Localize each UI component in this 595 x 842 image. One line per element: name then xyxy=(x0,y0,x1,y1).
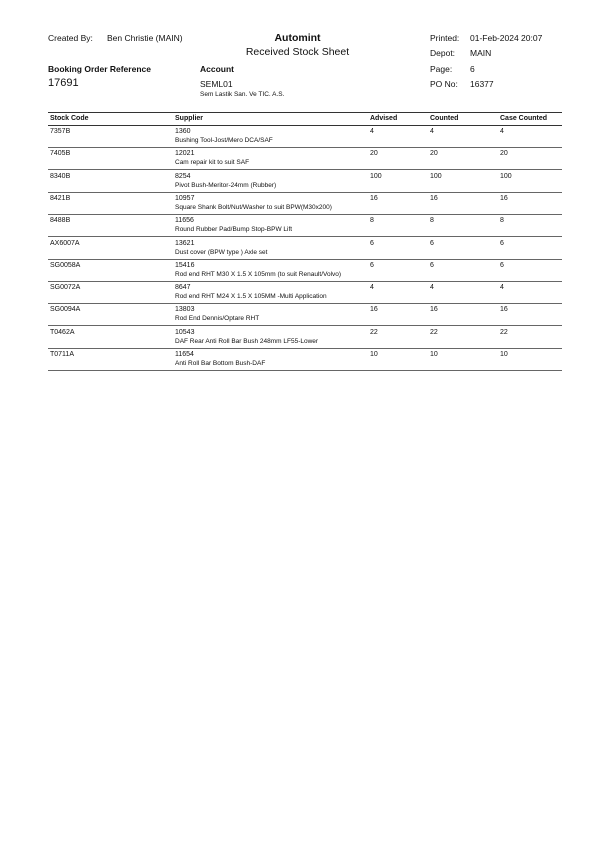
stock-code-cell: 8488B xyxy=(50,217,71,225)
supplier-code-cell: 10543 xyxy=(175,328,195,336)
supplier-code-cell: 8647 xyxy=(175,284,191,292)
advised-cell: 22 xyxy=(370,328,378,336)
table-row xyxy=(0,305,595,327)
stock-code-cell: 8421B xyxy=(50,194,71,202)
supplier-code-cell: 8254 xyxy=(175,172,191,180)
row-divider xyxy=(48,236,562,237)
advised-cell: 6 xyxy=(370,239,374,247)
stock-code-cell: SG0072A xyxy=(50,284,81,292)
supplier-code-cell: 11656 xyxy=(175,217,194,225)
counted-cell: 6 xyxy=(430,239,434,247)
booking-ref-label: Booking Order Reference xyxy=(48,64,151,74)
col-case-counted: Case Counted xyxy=(500,115,548,122)
description-cell: Rod end RHT M24 X 1.5 X 105MM -Multi Application xyxy=(175,293,327,301)
counted-cell: 100 xyxy=(430,172,442,180)
table-row xyxy=(0,350,595,372)
case-counted-cell: 6 xyxy=(500,239,504,247)
description-cell: Dust cover (BPW type ) Axle set xyxy=(175,248,268,256)
counted-cell: 4 xyxy=(430,284,434,292)
header-top-rule xyxy=(48,112,562,113)
depot-label: Depot: xyxy=(430,48,456,58)
stock-code-cell: T0462A xyxy=(50,328,75,336)
description-cell: Anti Roll Bar Bottom Bush-DAF xyxy=(175,360,266,367)
page-number: 6 xyxy=(470,64,475,74)
case-counted-cell: 10 xyxy=(500,351,508,358)
row-divider xyxy=(48,214,562,215)
supplier-code-cell: 11654 xyxy=(175,351,194,358)
stock-code-cell: SG0094A xyxy=(50,306,81,314)
counted-cell: 8 xyxy=(430,217,434,225)
stock-code-cell: 7405B xyxy=(50,150,71,158)
row-divider xyxy=(48,169,562,170)
description-cell: Cam repair kit to suit SAF xyxy=(175,159,250,167)
counted-cell: 6 xyxy=(430,261,434,269)
account-label: Account xyxy=(200,64,234,74)
case-counted-cell: 4 xyxy=(500,284,504,292)
counted-cell: 16 xyxy=(430,306,438,314)
po-number: 16377 xyxy=(470,79,494,89)
stock-code-cell: 7357B xyxy=(50,128,71,135)
advised-cell: 8 xyxy=(370,217,374,225)
table-row xyxy=(0,194,595,216)
description-cell: Rod End Dennis/Optare RHT xyxy=(175,315,260,323)
header-bottom-rule xyxy=(48,125,562,126)
description-cell: Pivot Bush-Meritor-24mm (Rubber) xyxy=(175,181,277,189)
col-advised: Advised xyxy=(370,115,398,122)
description-cell: DAF Rear Anti Roll Bar Bush 248mm LF55-Lower xyxy=(175,337,319,345)
description-cell: Round Rubber Pad/Bump Stop-BPW Lift xyxy=(175,226,293,234)
printed-value: 01-Feb-2024 20:07 xyxy=(470,33,543,43)
supplier-code-cell: 13621 xyxy=(175,239,195,247)
row-divider xyxy=(48,259,562,260)
stock-code-cell: T0711A xyxy=(50,351,74,358)
table-row xyxy=(0,172,595,194)
supplier-code-cell: 13803 xyxy=(175,306,195,314)
row-divider xyxy=(48,147,562,148)
row-divider xyxy=(48,325,562,326)
page-label: Page: xyxy=(430,64,453,74)
supplier-code-cell: 12021 xyxy=(175,150,195,158)
case-counted-cell: 16 xyxy=(500,194,508,202)
supplier-code-cell: 15416 xyxy=(175,261,195,269)
advised-cell: 10 xyxy=(370,351,378,358)
booking-ref-value: 17691 xyxy=(48,77,79,89)
case-counted-cell: 22 xyxy=(500,328,508,336)
row-divider xyxy=(48,370,562,371)
counted-cell: 4 xyxy=(430,128,434,135)
supplier-code-cell: 10957 xyxy=(175,194,195,202)
created-by-value: Ben Christie (MAIN) xyxy=(107,33,183,43)
table-row xyxy=(0,127,595,149)
table-row xyxy=(0,283,595,305)
advised-cell: 20 xyxy=(370,150,378,158)
depot-value: MAIN xyxy=(470,48,492,58)
stock-code-cell: 8340B xyxy=(50,172,71,180)
row-divider xyxy=(48,348,562,349)
advised-cell: 4 xyxy=(370,128,374,135)
row-divider xyxy=(48,192,562,193)
company-name: Automint xyxy=(274,32,321,44)
case-counted-cell: 100 xyxy=(500,172,512,180)
description-cell: Rod end RHT M30 X 1.5 X 105mm (to suit Renault/Volvo) xyxy=(175,270,342,278)
row-divider xyxy=(48,281,562,282)
case-counted-cell: 20 xyxy=(500,150,508,158)
advised-cell: 4 xyxy=(370,284,374,292)
counted-cell: 16 xyxy=(430,194,438,202)
advised-cell: 16 xyxy=(370,306,378,314)
counted-cell: 22 xyxy=(430,328,438,336)
table-row xyxy=(0,261,595,283)
table-row xyxy=(0,239,595,261)
table-row xyxy=(0,216,595,238)
case-counted-cell: 16 xyxy=(500,306,508,314)
stock-code-cell: SG0058A xyxy=(50,261,81,269)
description-cell: Bushing Tool-Jost/Mero DCA/SAF xyxy=(175,137,273,144)
created-by-label: Created By: xyxy=(48,33,93,43)
advised-cell: 100 xyxy=(370,172,382,180)
case-counted-cell: 8 xyxy=(500,217,504,225)
advised-cell: 16 xyxy=(370,194,378,202)
account-code: SEML01 xyxy=(200,79,233,89)
counted-cell: 10 xyxy=(430,351,438,358)
po-label: PO No: xyxy=(430,79,458,89)
col-supplier: Supplier xyxy=(175,115,204,122)
supplier-code-cell: 1360 xyxy=(175,128,191,135)
table-row xyxy=(0,328,595,350)
printed-label: Printed: xyxy=(430,33,460,43)
counted-cell: 20 xyxy=(430,150,438,158)
col-counted: Counted xyxy=(430,115,459,122)
case-counted-cell: 6 xyxy=(500,261,504,269)
row-divider xyxy=(48,303,562,304)
advised-cell: 6 xyxy=(370,261,374,269)
col-stock-code: Stock Code xyxy=(50,115,89,122)
description-cell: Square Shank Bolt/Nut/Washer to suit BPW(M30x200) xyxy=(175,203,332,211)
table-row xyxy=(0,149,595,171)
case-counted-cell: 4 xyxy=(500,128,504,135)
account-name: Sem Lastik San. Ve TIC. A.S. xyxy=(200,91,285,98)
stock-code-cell: AX6007A xyxy=(50,239,80,247)
document-title: Received Stock Sheet xyxy=(245,46,350,58)
